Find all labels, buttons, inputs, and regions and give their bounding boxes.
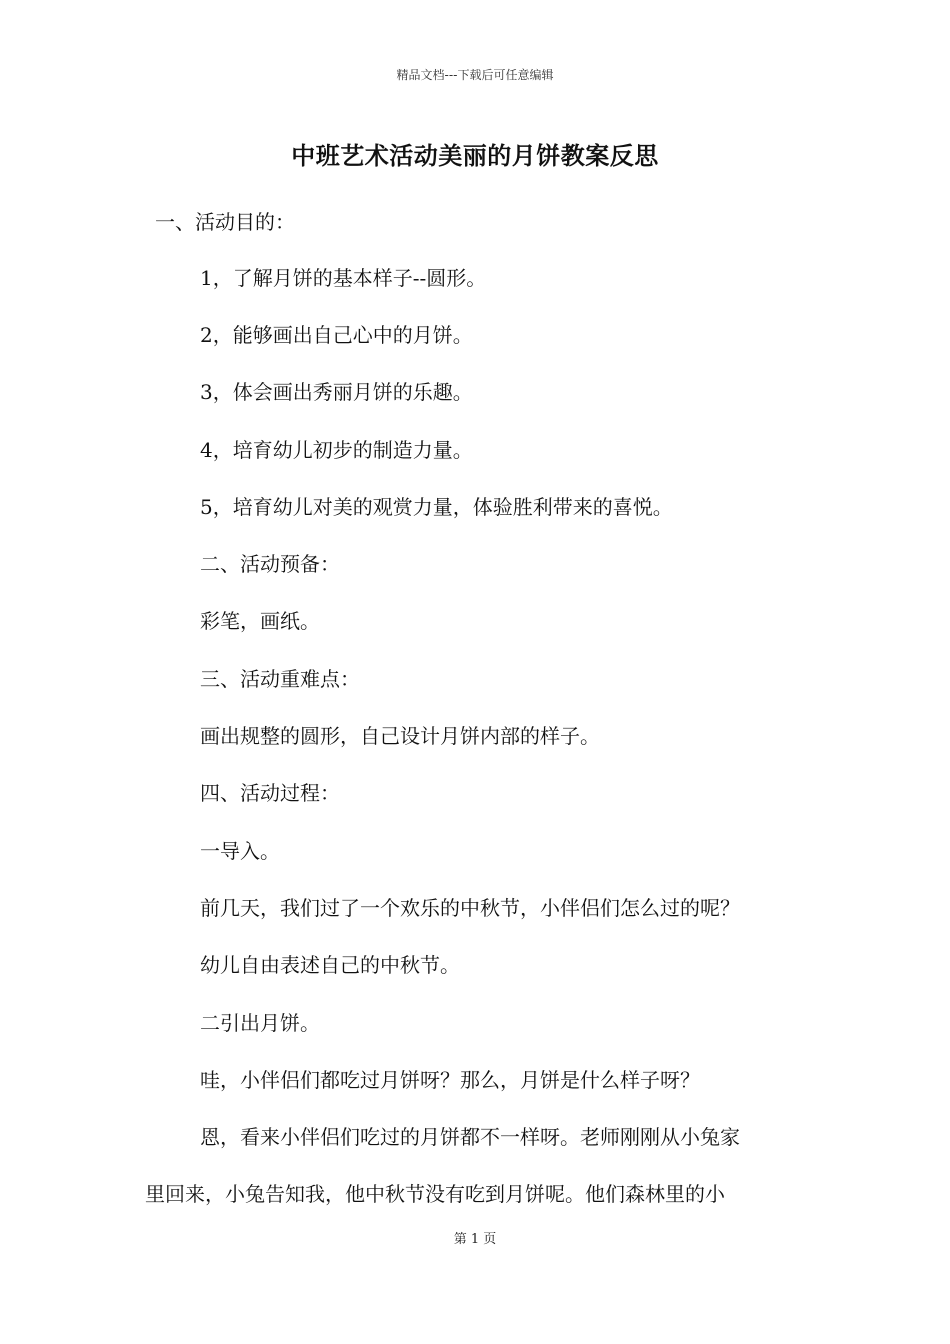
preparation-text: 彩笔，画纸。 [200, 609, 320, 633]
page-header: 精品文档---下载后可任意编辑 [396, 68, 554, 82]
paragraph-line-1: 恩，看来小伴侣们吃过的月饼都不一样呀。老师刚刚从小兔家 [200, 1125, 740, 1149]
section-heading-preparation: 二、活动预备： [200, 552, 340, 576]
goal-item-3: 3，体会画出秀丽月饼的乐趣。 [200, 380, 473, 404]
goal-item-2: 2，能够画出自己心中的月饼。 [200, 323, 473, 347]
process-step-1-question: 前几天，我们过了一个欢乐的中秋节，小伴侣们怎么过的呢？ [200, 896, 740, 920]
process-step-1-answer: 幼儿自由表述自己的中秋节。 [200, 953, 460, 977]
section-heading-goals: 一、活动目的： [155, 210, 295, 234]
goal-item-4: 4，培育幼儿初步的制造力量。 [200, 438, 473, 462]
process-step-2-question: 哇，小伴侣们都吃过月饼呀？那么，月饼是什么样子呀？ [200, 1068, 700, 1092]
paragraph-line-2: 里回来，小兔告知我，他中秋节没有吃到月饼呢。他们森林里的小 [145, 1182, 725, 1206]
page-number: 第 1 页 [453, 1232, 497, 1247]
section-heading-key-points: 三、活动重难点： [200, 667, 360, 691]
section-heading-process: 四、活动过程： [200, 781, 340, 805]
goal-item-1: 1，了解月饼的基本样子--圆形。 [200, 266, 487, 290]
process-step-1: 一导入。 [200, 839, 280, 863]
document-title: 中班艺术活动美丽的月饼教案反思 [291, 141, 659, 170]
goal-item-5: 5，培育幼儿对美的观赏力量，体验胜利带来的喜悦。 [200, 495, 673, 519]
key-points-text: 画出规整的圆形，自己设计月饼内部的样子。 [200, 724, 600, 748]
process-step-2: 二引出月饼。 [200, 1011, 320, 1035]
